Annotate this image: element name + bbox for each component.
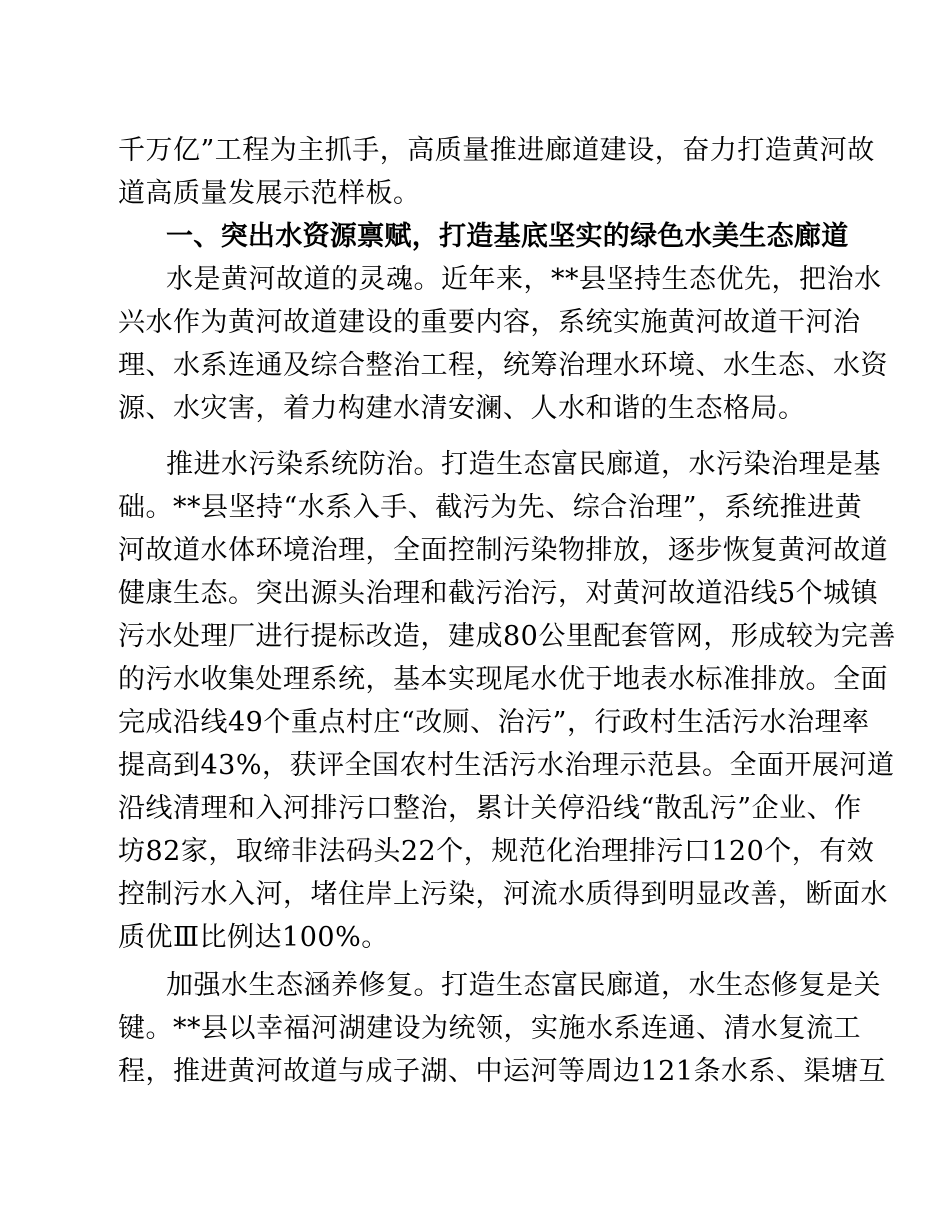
text-line: 兴水作为黄河故道建设的重要内容，系统实施黄河故道干河治 — [118, 307, 861, 338]
text-line: 坊82家，取缔非法码头22个，规范化治理排污口120个，有效 — [118, 836, 875, 867]
text-line: 础。**县坚持“水系入手、截污为先、综合治理”，系统推进黄 — [118, 492, 863, 523]
text-line: 质优Ⅲ比例达100%。 — [118, 922, 389, 953]
text-line: 控制污水入河，堵住岸上污染，河流水质得到明显改善，断面水 — [118, 879, 888, 910]
text-line: 键。**县以幸福河湖建设为统领，实施水系连通、清水复流工 — [118, 1013, 861, 1044]
section-heading: 一、突出水资源禀赋，打造基底坚实的绿色水美生态廊道 — [166, 221, 849, 252]
text-line: 源、水灾害，着力构建水清安澜、人水和谐的生态格局。 — [118, 393, 806, 424]
text-line: 千万亿”工程为主抓手，高质量推进廊道建设，奋力打造黄河故 — [118, 135, 875, 166]
text-line: 的污水收集处理系统，基本实现尾水优于地表水标准排放。全面 — [118, 664, 888, 695]
text-line: 提高到43%，获评全国农村生活污水治理示范县。全面开展河道 — [118, 750, 895, 781]
text-line: 程，推进黄河故道与成子湖、中运河等周边121条水系、渠塘互 — [118, 1056, 887, 1087]
text-line: 沿线清理和入河排污口整治，累计关停沿线“散乱污”企业、作 — [118, 793, 862, 824]
text-line: 推进水污染系统防治。打造生态富民廊道，水污染治理是基 — [166, 449, 881, 480]
text-line: 加强水生态涵养修复。打造生态富民廊道，水生态修复是关 — [166, 970, 881, 1001]
text-line: 完成沿线49个重点村庄“改厕、治污”，行政村生活污水治理率 — [118, 707, 870, 738]
text-line: 污水处理厂进行提标改造，建成80公里配套管网，形成较为完善 — [118, 621, 896, 652]
text-line: 河故道水体环境治理，全面控制污染物排放，逐步恢复黄河故道 — [118, 535, 888, 566]
text-line: 道高质量发展示范样板。 — [118, 178, 421, 209]
text-line: 理、水系连通及综合整治工程，统筹治理水环境、水生态、水资 — [118, 350, 888, 381]
text-line: 健康生态。突出源头治理和截污治污，对黄河故道沿线5个城镇 — [118, 578, 879, 609]
text-line: 水是黄河故道的灵魂。近年来，**县坚持生态优先，把治水 — [166, 264, 882, 295]
